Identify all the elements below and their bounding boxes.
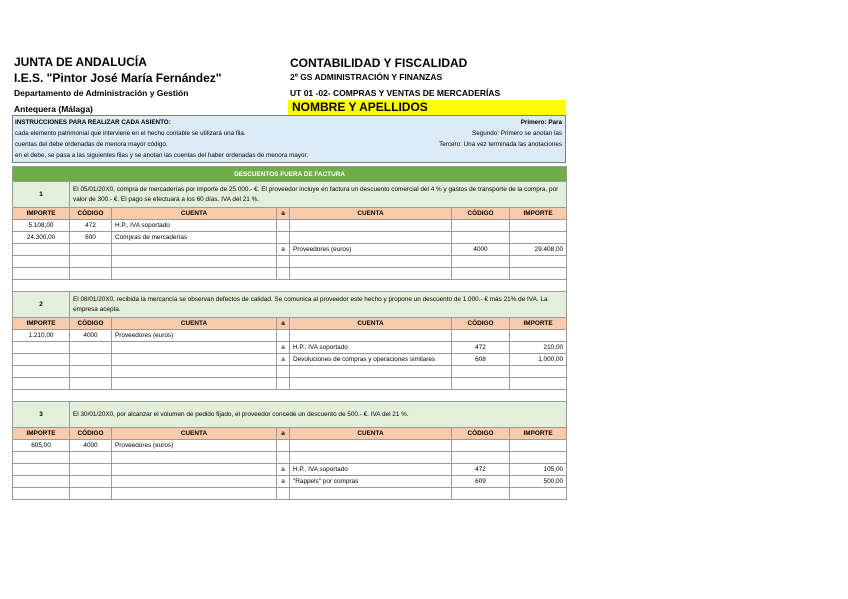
to-cell[interactable]: a	[277, 244, 290, 256]
journal-row	[13, 378, 567, 390]
debit-code-header: CÓDIGO	[70, 428, 112, 440]
credit-amount-cell[interactable]: 29.408,00	[510, 244, 567, 256]
instructions-box	[12, 115, 566, 163]
debit-code-cell[interactable]: 4000	[70, 330, 112, 342]
credit-amount-cell[interactable]	[510, 378, 567, 390]
debit-account-cell[interactable]	[112, 268, 277, 280]
debit-account-header: CUENTA	[112, 428, 277, 440]
debit-code-cell[interactable]	[70, 354, 112, 366]
credit-account-cell[interactable]: H.P., IVA soportado	[290, 464, 452, 476]
to-cell[interactable]	[277, 330, 290, 342]
credit-code-cell[interactable]	[452, 232, 510, 244]
debit-amount-cell[interactable]	[13, 342, 70, 354]
credit-account-cell[interactable]: Proveedores (euros)	[290, 244, 452, 256]
debit-amount-cell[interactable]: 605,00	[13, 440, 70, 452]
credit-account-cell[interactable]	[290, 366, 452, 378]
debit-account-cell[interactable]	[112, 354, 277, 366]
credit-code-cell[interactable]	[452, 440, 510, 452]
credit-amount-cell[interactable]	[510, 366, 567, 378]
debit-amount-cell[interactable]	[13, 464, 70, 476]
journal-row	[13, 244, 567, 256]
debit-code-cell[interactable]	[70, 488, 112, 500]
to-cell[interactable]	[277, 366, 290, 378]
credit-account-header: CUENTA	[290, 428, 452, 440]
to-cell[interactable]: a	[277, 464, 290, 476]
to-header: a	[277, 318, 290, 330]
instructions-right-3: Tercero: Una vez terminada las anotaciones	[439, 141, 562, 148]
credit-code-cell[interactable]	[452, 256, 510, 268]
journal-row	[13, 354, 567, 366]
instructions-right-2: Segundo: Primero se anotan las	[472, 130, 562, 137]
credit-amount-cell[interactable]	[510, 256, 567, 268]
credit-account-cell[interactable]: Devoluciones de compras y operaciones similares	[290, 354, 452, 366]
debit-code-cell[interactable]	[70, 268, 112, 280]
debit-amount-cell[interactable]	[13, 366, 70, 378]
instructions-line-1: cada elemento patrimonial que interviene en el hecho contable se utilizará una fila.	[15, 130, 246, 137]
credit-amount-header: IMPORTE	[510, 318, 567, 330]
debit-account-cell[interactable]: Proveedores (euros)	[112, 330, 277, 342]
credit-code-cell[interactable]: 608	[452, 354, 510, 366]
debit-amount-header: IMPORTE	[13, 428, 70, 440]
credit-account-cell[interactable]	[290, 268, 452, 280]
subject-title: CONTABILIDAD Y FISCALIDAD	[290, 56, 468, 70]
debit-code-cell[interactable]	[70, 342, 112, 354]
to-header: a	[277, 428, 290, 440]
journal-row	[13, 232, 567, 244]
debit-code-cell[interactable]	[70, 452, 112, 464]
journal-row	[13, 342, 567, 354]
unit-name: UT 01 -02- COMPRAS Y VENTAS DE MERCADERÍAS	[290, 88, 501, 98]
student-name-field[interactable]: NOMBRE Y APELLIDOS	[288, 100, 566, 115]
debit-amount-header: IMPORTE	[13, 318, 70, 330]
credit-code-cell[interactable]	[452, 330, 510, 342]
debit-amount-cell[interactable]	[13, 244, 70, 256]
to-cell[interactable]	[277, 268, 290, 280]
section-band-title: DESCUENTOS FUERA DE FACTURA	[13, 167, 567, 182]
debit-amount-cell[interactable]	[13, 268, 70, 280]
instructions-right-1: Primero: Para	[520, 119, 562, 126]
debit-amount-cell[interactable]	[13, 476, 70, 488]
credit-account-cell[interactable]	[290, 488, 452, 500]
debit-amount-cell[interactable]	[13, 354, 70, 366]
debit-amount-header: IMPORTE	[13, 208, 70, 220]
credit-amount-header: IMPORTE	[510, 208, 567, 220]
debit-code-cell[interactable]: 600	[70, 232, 112, 244]
credit-code-cell[interactable]	[452, 488, 510, 500]
to-cell[interactable]	[277, 452, 290, 464]
to-cell[interactable]	[277, 378, 290, 390]
debit-amount-cell[interactable]	[13, 452, 70, 464]
to-header: a	[277, 208, 290, 220]
to-cell[interactable]	[277, 232, 290, 244]
debit-account-cell[interactable]: Proveedores (euros)	[112, 440, 277, 452]
credit-amount-cell[interactable]	[510, 488, 567, 500]
credit-code-cell[interactable]: 609	[452, 476, 510, 488]
credit-code-cell[interactable]: 472	[452, 342, 510, 354]
journal-row	[13, 256, 567, 268]
credit-amount-header: IMPORTE	[510, 428, 567, 440]
debit-code-cell[interactable]	[70, 476, 112, 488]
debit-account-cell[interactable]	[112, 488, 277, 500]
credit-account-cell[interactable]	[290, 378, 452, 390]
to-cell[interactable]: a	[277, 342, 290, 354]
credit-code-cell[interactable]	[452, 378, 510, 390]
entry-description: El 30/01/20X0, por alcanzar el volumen de pedido fijado, el proveedor concede un descuento de 500.- €. IVA del 21 %.	[70, 402, 567, 428]
credit-account-cell[interactable]	[290, 452, 452, 464]
debit-account-cell[interactable]	[112, 476, 277, 488]
to-cell[interactable]: a	[277, 476, 290, 488]
credit-amount-cell[interactable]	[510, 268, 567, 280]
journal-row	[13, 476, 567, 488]
credit-amount-cell[interactable]: 210,00	[510, 342, 567, 354]
debit-account-cell[interactable]	[112, 378, 277, 390]
entry-description: El 05/01/20X0, compra de mercaderías por importe de 25.000.- €. El proveedor incluye en factura un descuento comercial del 4 % y gastos de transporte de la compra, por valor de 300.- €. El pago se efectuará a los 60 días. IVA del 21 %.	[70, 182, 567, 208]
debit-amount-cell[interactable]: 5.108,00	[13, 220, 70, 232]
journal-row	[13, 464, 567, 476]
entry-number: 1	[13, 182, 70, 208]
credit-code-header: CÓDIGO	[452, 318, 510, 330]
credit-account-cell[interactable]	[290, 440, 452, 452]
journal-row	[13, 452, 567, 464]
debit-account-cell[interactable]: H.P., IVA soportado	[112, 220, 277, 232]
credit-code-cell[interactable]: 472	[452, 464, 510, 476]
credit-account-header: CUENTA	[290, 318, 452, 330]
credit-amount-cell[interactable]	[510, 452, 567, 464]
credit-code-header: CÓDIGO	[452, 208, 510, 220]
journal-row	[13, 440, 567, 452]
debit-amount-cell[interactable]	[13, 378, 70, 390]
debit-account-header: CUENTA	[112, 208, 277, 220]
org-title: JUNTA DE ANDALUCÍA	[14, 55, 147, 69]
journal-row	[13, 366, 567, 378]
credit-code-cell[interactable]	[452, 366, 510, 378]
credit-code-header: CÓDIGO	[452, 428, 510, 440]
debit-code-cell[interactable]	[70, 244, 112, 256]
debit-account-cell[interactable]	[112, 452, 277, 464]
credit-amount-cell[interactable]: 105,00	[510, 464, 567, 476]
debit-code-cell[interactable]	[70, 378, 112, 390]
school-name: I.E.S. "Pintor José María Fernández"	[14, 71, 222, 85]
credit-code-cell[interactable]: 4000	[452, 244, 510, 256]
journal-row	[13, 488, 567, 500]
entry-description: El 08/01/20X0, recibida la mercancía se observan defectos de calidad. Se comunica al proveedor este hecho y propone un descuento de 1.000.- € más 21% de IVA. La empresa acepta.	[70, 292, 567, 318]
department-name: Departamento de Administración y Gestión	[14, 88, 189, 98]
credit-account-cell[interactable]	[290, 330, 452, 342]
to-cell[interactable]: a	[277, 354, 290, 366]
journal-row	[13, 330, 567, 342]
city-name: Antequera (Málaga)	[14, 104, 93, 114]
debit-amount-cell[interactable]: 24.300,00	[13, 232, 70, 244]
section-spacer	[13, 280, 567, 292]
journal-row	[13, 220, 567, 232]
instructions-line-2: cuentas del debe ordenadas de menora mayor código.	[15, 141, 168, 148]
credit-amount-cell[interactable]: 1.000,00	[510, 354, 567, 366]
debit-code-cell[interactable]: 472	[70, 220, 112, 232]
debit-code-cell[interactable]	[70, 464, 112, 476]
debit-amount-cell[interactable]	[13, 488, 70, 500]
credit-account-header: CUENTA	[290, 208, 452, 220]
entry-number: 3	[13, 402, 70, 428]
debit-code-cell[interactable]: 4000	[70, 440, 112, 452]
instructions-title: INSTRUCCIONES PARA REALIZAR CADA ASIENTO:	[15, 119, 171, 126]
to-cell[interactable]	[277, 256, 290, 268]
debit-account-cell[interactable]	[112, 256, 277, 268]
credit-code-cell[interactable]	[452, 220, 510, 232]
credit-account-cell[interactable]	[290, 256, 452, 268]
debit-account-header: CUENTA	[112, 318, 277, 330]
entry-number: 2	[13, 292, 70, 318]
debit-account-cell[interactable]: Compras de mercaderías	[112, 232, 277, 244]
instructions-line-3: en el debe, se pasa a las siguientes filas y se anotan las cuentas del haber ordenadas de menora mayor.	[15, 152, 308, 159]
credit-account-cell[interactable]	[290, 220, 452, 232]
credit-account-cell[interactable]: "Rappels" por compras	[290, 476, 452, 488]
debit-account-cell[interactable]	[112, 464, 277, 476]
course-name: 2º GS ADMINISTRACIÓN Y FINANZAS	[290, 72, 443, 82]
debit-code-cell[interactable]	[70, 256, 112, 268]
credit-amount-cell[interactable]: 500,00	[510, 476, 567, 488]
journal-row	[13, 268, 567, 280]
debit-code-header: CÓDIGO	[70, 208, 112, 220]
credit-code-cell[interactable]	[452, 268, 510, 280]
to-cell[interactable]	[277, 488, 290, 500]
debit-amount-cell[interactable]	[13, 256, 70, 268]
debit-code-cell[interactable]	[70, 366, 112, 378]
debit-account-cell[interactable]	[112, 366, 277, 378]
debit-account-cell[interactable]	[112, 342, 277, 354]
debit-account-cell[interactable]	[112, 244, 277, 256]
section-spacer	[13, 390, 567, 402]
journal-table	[12, 166, 567, 500]
debit-code-header: CÓDIGO	[70, 318, 112, 330]
to-cell[interactable]	[277, 440, 290, 452]
credit-amount-cell[interactable]	[510, 330, 567, 342]
credit-code-cell[interactable]	[452, 452, 510, 464]
to-cell[interactable]	[277, 220, 290, 232]
credit-amount-cell[interactable]	[510, 440, 567, 452]
debit-amount-cell[interactable]: 1.210,00	[13, 330, 70, 342]
credit-amount-cell[interactable]	[510, 232, 567, 244]
credit-account-cell[interactable]	[290, 232, 452, 244]
credit-account-cell[interactable]: H.P., IVA soportado	[290, 342, 452, 354]
credit-amount-cell[interactable]	[510, 220, 567, 232]
